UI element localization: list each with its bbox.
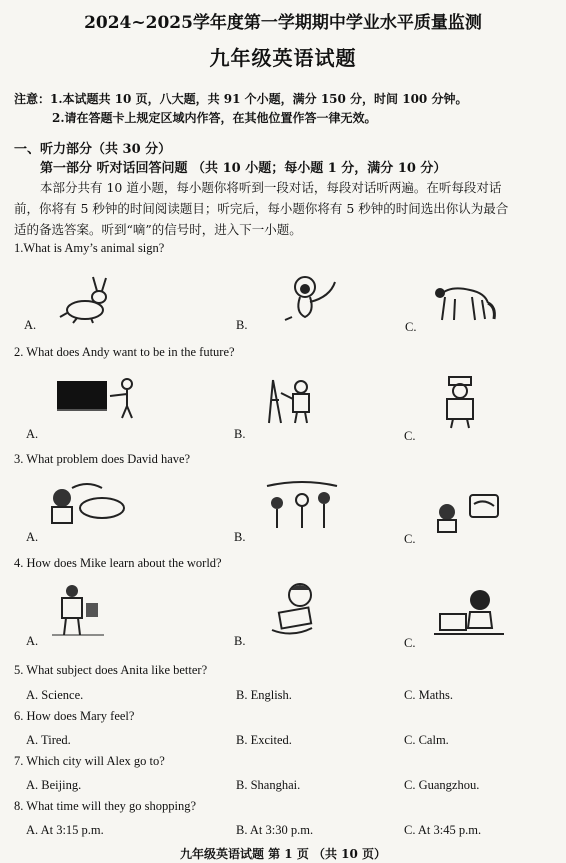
section-title: 一、听力部分（共 30 分） xyxy=(14,142,172,157)
q1-option-c[interactable]: C. xyxy=(405,320,417,334)
q8-option-b[interactable]: B. At 3:30 p.m. xyxy=(236,823,314,837)
instruction-line-3: 适的备选答案。听到“嘀”的信号时，进入下一小题。 xyxy=(14,222,302,237)
q8-option-c[interactable]: C. At 3:45 p.m. xyxy=(404,823,482,837)
q8-option-a[interactable]: A. At 3:15 p.m. xyxy=(26,823,104,837)
q5-option-a[interactable]: A. Science. xyxy=(26,688,84,702)
reading-icon xyxy=(262,580,332,640)
teacher-icon xyxy=(55,376,145,421)
q7-option-b[interactable]: B. Shanghai. xyxy=(236,778,301,792)
q5-option-b[interactable]: B. English. xyxy=(236,688,292,702)
instruction-line-1: 本部分共有 10 道小题，每小题你将听到一段对话，每段对话听两遍。在听每段对话 xyxy=(40,180,502,195)
q7-option-c[interactable]: C. Guangzhou. xyxy=(404,778,480,792)
question-4: 4. How does Mike learn about the world? xyxy=(14,556,222,570)
notice-line-1: 注意：1.本试题共 10 页，八大题，共 91 个小题，满分 150 分，时间 100 分钟。 xyxy=(14,92,468,106)
page-footer: 九年级英语试题 第 1 页 （共 10 页） xyxy=(179,847,387,861)
question-1: 1.What is Amy’s animal sign? xyxy=(14,241,165,255)
instruction-line-2: 前，你将有 5 秒钟的时间阅读题目；听完后，每小题你将有 5 秒钟的时间选出你认为最合 xyxy=(14,201,509,216)
q4-option-a[interactable]: A. xyxy=(26,634,39,648)
q7-option-a[interactable]: A. Beijing. xyxy=(26,778,82,792)
q6-option-b[interactable]: B. Excited. xyxy=(236,733,292,747)
q2-option-b[interactable]: B. xyxy=(234,427,246,441)
monkey-icon xyxy=(280,272,345,322)
question-2: 2. What does Andy want to be in the future? xyxy=(14,345,235,359)
horse-icon xyxy=(430,275,500,325)
q6-option-c[interactable]: C. Calm. xyxy=(404,733,449,747)
q2-option-a[interactable]: A. xyxy=(26,427,39,441)
q3-option-c[interactable]: C. xyxy=(404,532,416,546)
part-title: 第一部分 听对话回答问题 （共 10 小题；每小题 1 分，满分 10 分） xyxy=(40,161,447,176)
q4-option-b[interactable]: B. xyxy=(234,634,246,648)
painter-icon xyxy=(265,375,325,427)
question-7: 7. Which city will Alex go to? xyxy=(14,754,165,768)
question-6: 6. How does Mary feel? xyxy=(14,709,135,723)
q1-option-a[interactable]: A. xyxy=(24,318,37,332)
doctor-icon xyxy=(435,375,485,430)
exam-subtitle: 九年级英语试题 xyxy=(209,46,357,70)
q5-option-c[interactable]: C. Maths. xyxy=(404,688,453,702)
traveling-icon xyxy=(48,583,108,638)
family-argue-icon xyxy=(262,478,342,533)
question-8: 8. What time will they go shopping? xyxy=(14,799,197,813)
boy-computer-icon xyxy=(432,490,502,535)
boy-sleeping-icon xyxy=(42,478,132,528)
laptop-icon xyxy=(432,588,507,643)
q1-option-b[interactable]: B. xyxy=(236,318,248,332)
rabbit-icon xyxy=(55,275,115,325)
notice-line-2: 2.请在答题卡上规定区域内作答，在其他位置作答一律无效。 xyxy=(52,111,377,125)
q6-option-a[interactable]: A. Tired. xyxy=(26,733,71,747)
question-3: 3. What problem does David have? xyxy=(14,452,191,466)
q4-option-c[interactable]: C. xyxy=(404,636,416,650)
question-5: 5. What subject does Anita like better? xyxy=(14,663,208,677)
q3-option-b[interactable]: B. xyxy=(234,530,246,544)
exam-title: 2024~2025学年度第一学期期中学业水平质量监测 xyxy=(84,13,482,33)
q2-option-c[interactable]: C. xyxy=(404,429,416,443)
q3-option-a[interactable]: A. xyxy=(26,530,39,544)
